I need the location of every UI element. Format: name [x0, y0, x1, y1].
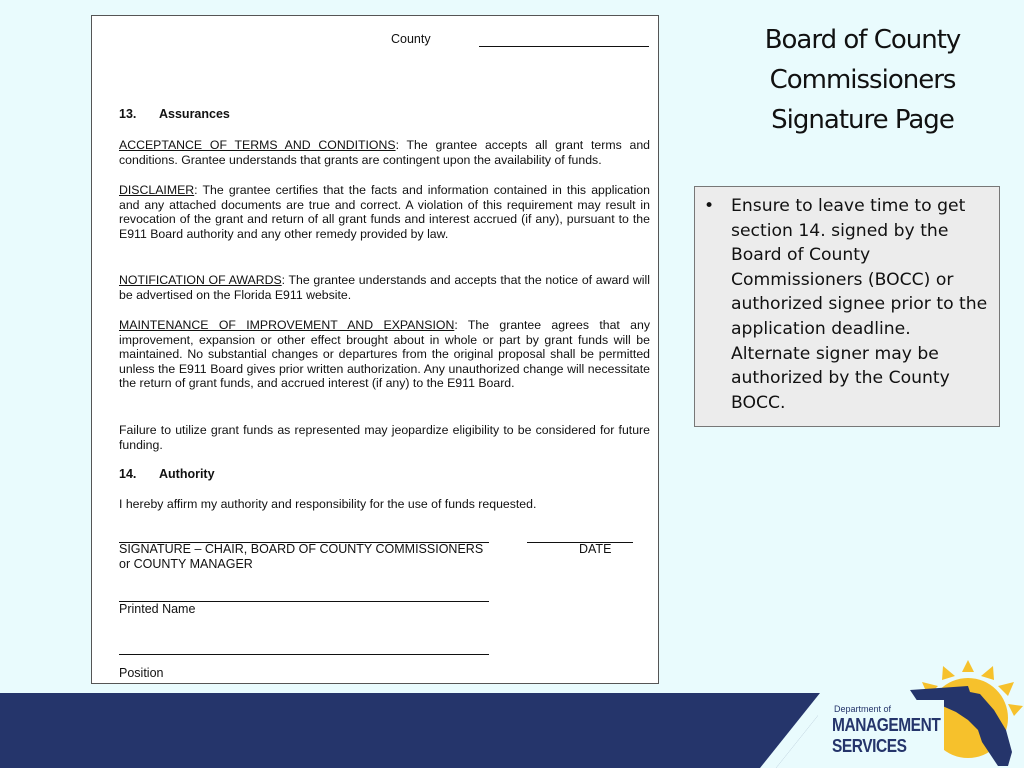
county-label: County	[391, 32, 431, 46]
notification-paragraph: NOTIFICATION OF AWARDS: The grantee understands and accepts that the notice of award will be advertised on the Florida E911 website.	[119, 273, 650, 302]
slide-title: Board of County Commissioners Signature Page	[764, 25, 961, 135]
position-label: Position	[119, 666, 164, 680]
printed-name-label: Printed Name	[119, 602, 196, 616]
signature-label: SIGNATURE – CHAIR, BOARD OF COUNTY COMMISSIONERS	[119, 542, 484, 556]
date-label: DATE	[579, 542, 612, 556]
acceptance-paragraph: ACCEPTANCE OF TERMS AND CONDITIONS: The grantee accepts all grant terms and conditions. Grantee understands that grants are contingent upon the availability of funds.	[119, 138, 650, 167]
county-manager-label: or COUNTY MANAGER	[119, 557, 253, 571]
logo-management-text: MANAGEMENT	[832, 715, 941, 735]
failure-paragraph: Failure to utilize grant funds as represented may jeopardize eligibility to be considered for future funding.	[119, 423, 650, 452]
logo-department-text: Department of	[834, 704, 892, 714]
maintenance-paragraph: MAINTENANCE OF IMPROVEMENT AND EXPANSION: The grantee agrees that any improvement, expansion or other effect brought about in whole or part by grant funds will be maintained. No substantial changes or departures from the original proposal shall be permitted unless the E911 Board gives prior written authorization. Any unauthorized change will necessitate the return of grant funds, and accrued interest (if any) to the E911 Board.	[119, 318, 651, 391]
note-text: Ensure to leave time to get section 14. signed by the Board of County Commissioners (BOCC) or authorized signee prior to the application deadline. Alternate signer may be authorized by the County BOCC.	[731, 196, 988, 413]
note-box	[694, 186, 1000, 427]
position-line	[119, 654, 489, 655]
affirm-paragraph: I hereby affirm my authority and responsibility for the use of funds requested.	[119, 497, 537, 511]
logo-services-text: SERVICES	[832, 736, 907, 756]
dms-logo	[818, 660, 1024, 768]
grant-application-document	[91, 15, 659, 684]
county-blank-line	[479, 46, 649, 47]
bullet-icon: •	[704, 196, 715, 216]
section-14-heading: 14. Authority	[119, 467, 215, 481]
section-13-heading: 13. Assurances	[119, 107, 230, 121]
disclaimer-paragraph: DISCLAIMER: The grantee certifies that the facts and information contained in this application and any attached documents are true and correct. A violation of this requirement may result in revocation of the grant and return of all grant funds and interest accrued (if any), pursuant to the E911 Board authority and any other remedy provided by law.	[119, 183, 650, 241]
